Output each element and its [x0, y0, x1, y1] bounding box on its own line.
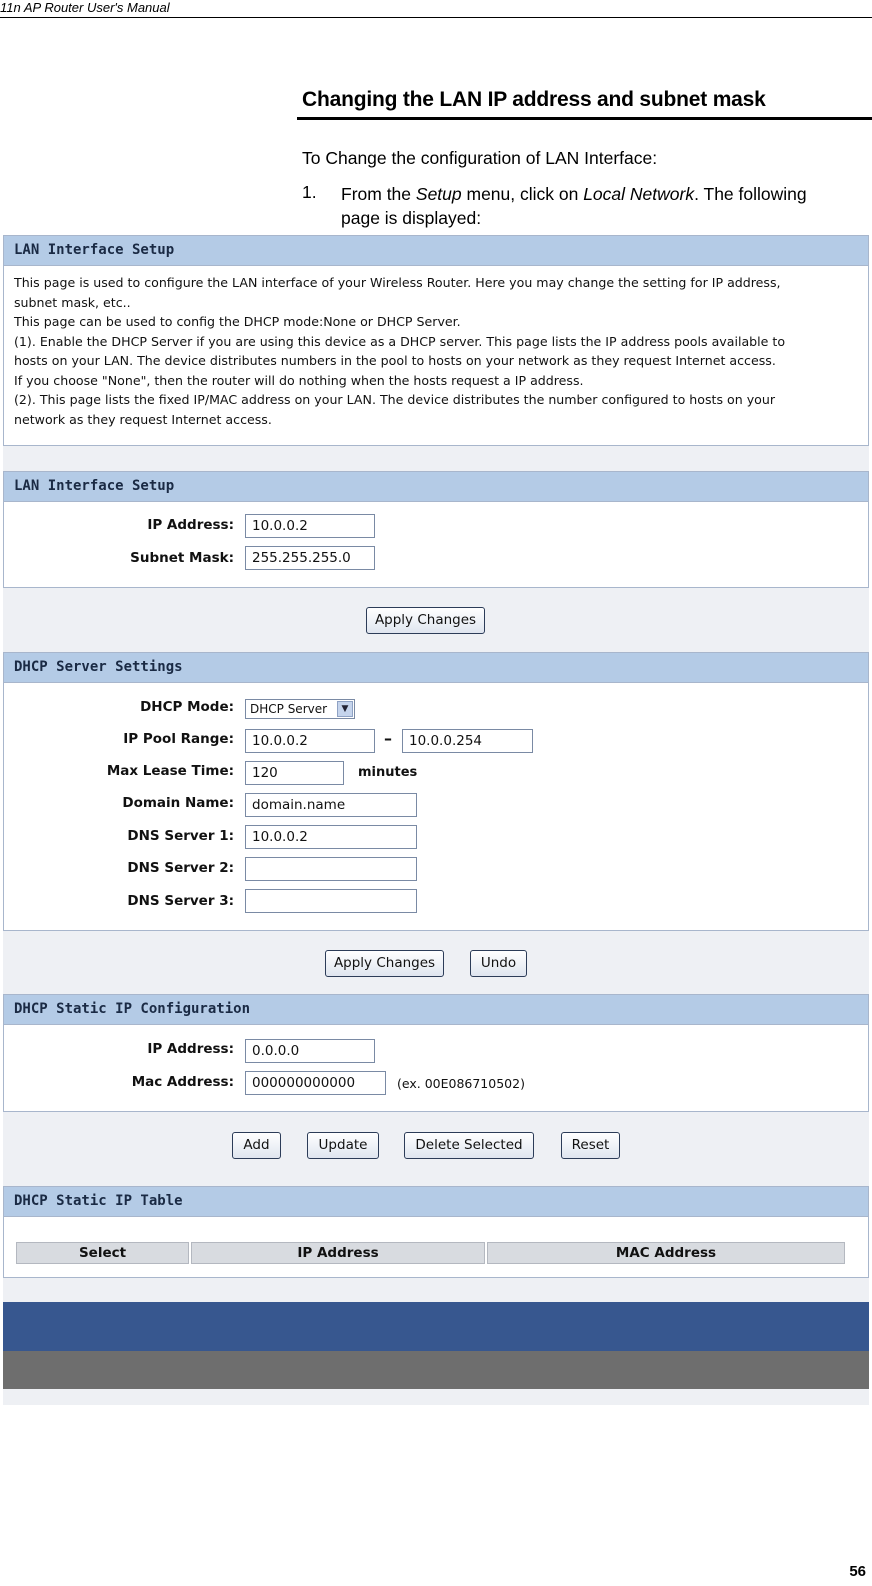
router-screenshot: [3, 235, 869, 1405]
dns-server-2-input[interactable]: [245, 857, 417, 881]
max-lease-time-input[interactable]: 120: [245, 761, 344, 785]
chevron-down-icon[interactable]: ▼: [337, 701, 353, 717]
dhcp-section-title: DHCP Server Settings: [4, 653, 868, 683]
subnet-mask-label: Subnet Mask:: [130, 550, 234, 566]
dhcp-mode-value: DHCP Server: [250, 702, 328, 716]
lan-section: [3, 471, 869, 588]
manual-title: 11n AP Router User's Manual: [0, 0, 170, 15]
heading-rule: [297, 117, 872, 120]
dhcp-apply-changes-button[interactable]: Apply Changes: [325, 950, 444, 977]
description-line: hosts on your LAN. The device distributes numbers in the pool to hosts on your network as they request Internet access.: [14, 353, 776, 368]
step-number: 1.: [302, 182, 317, 202]
dns-server-3-input[interactable]: [245, 889, 417, 913]
mac-address-input[interactable]: 000000000000: [245, 1071, 386, 1095]
add-button[interactable]: Add: [232, 1132, 281, 1159]
pool-range-separator: –: [384, 729, 392, 748]
info-section-title: LAN Interface Setup: [4, 236, 868, 266]
lease-unit-label: minutes: [358, 765, 418, 780]
intro-text: To Change the configuration of LAN Interface:: [302, 148, 658, 168]
static-section-title: DHCP Static IP Configuration: [4, 995, 868, 1025]
static-ip-input[interactable]: 0.0.0.0: [245, 1039, 375, 1063]
description-line: subnet mask, etc..: [14, 294, 131, 310]
header-rule: [0, 17, 872, 18]
column-header-mac-address: MAC Address: [487, 1242, 845, 1264]
description-line: network as they request Internet access.: [14, 411, 272, 427]
dns-server-3-label: DNS Server 3:: [127, 893, 234, 909]
menu-name-setup: Setup: [415, 184, 462, 204]
column-header-select: Select: [16, 1242, 189, 1264]
footer-bar-gray: [3, 1351, 869, 1389]
step-text-part: menu, click on: [461, 184, 584, 204]
static-ip-table-section: [3, 1186, 869, 1278]
delete-selected-button[interactable]: Delete Selected: [404, 1132, 534, 1159]
info-section: [3, 235, 869, 446]
domain-name-label: Domain Name:: [122, 795, 234, 811]
mac-address-label: Mac Address:: [131, 1074, 234, 1090]
static-ip-label: IP Address:: [147, 1041, 234, 1057]
static-ip-section: [3, 994, 869, 1112]
description-line: If you choose "None", then the router will do nothing when the hosts request a IP address.: [14, 372, 584, 388]
section-heading: Changing the LAN IP address and subnet mask: [302, 88, 766, 111]
dns-server-1-input[interactable]: 10.0.0.2: [245, 825, 417, 849]
step-text: [341, 182, 841, 230]
mac-example-hint: (ex. 00E086710502): [397, 1076, 525, 1091]
ip-address-input[interactable]: 10.0.0.2: [245, 514, 375, 538]
ip-pool-range-label: IP Pool Range:: [123, 731, 234, 747]
undo-button[interactable]: Undo: [470, 950, 527, 977]
table-section-title: DHCP Static IP Table: [4, 1187, 868, 1217]
description-line: (1). Enable the DHCP Server if you are using this device as a DHCP server. This page lists the IP address pools available to: [14, 333, 786, 349]
info-description: [4, 266, 868, 436]
ip-pool-end-input[interactable]: 10.0.0.254: [402, 729, 533, 753]
lan-apply-changes-button[interactable]: Apply Changes: [366, 607, 485, 634]
dhcp-server-section: [3, 652, 869, 931]
footer-bar-blue: [3, 1302, 869, 1351]
step-text-part: From the: [341, 184, 416, 204]
ip-address-label: IP Address:: [147, 517, 234, 533]
dns-server-2-label: DNS Server 2:: [127, 860, 234, 876]
reset-button[interactable]: Reset: [561, 1132, 620, 1159]
subnet-mask-input[interactable]: 255.255.255.0: [245, 546, 375, 570]
step-text-part: . The following page is displayed:: [341, 184, 807, 228]
update-button[interactable]: Update: [307, 1132, 379, 1159]
description-line: This page can be used to config the DHCP mode:None or DHCP Server.: [14, 314, 461, 329]
page-number: 56: [849, 1563, 866, 1580]
domain-name-input[interactable]: domain.name: [245, 793, 417, 817]
column-header-ip-address: IP Address: [191, 1242, 485, 1264]
dhcp-mode-label: DHCP Mode:: [140, 699, 234, 715]
dns-server-1-label: DNS Server 1:: [127, 828, 234, 844]
menu-item-local-network: Local Network: [583, 184, 695, 204]
description-line: (2). This page lists the fixed IP/MAC address on your LAN. The device distributes the number configured to hosts on your: [14, 392, 776, 407]
dhcp-mode-select[interactable]: [245, 699, 355, 719]
ip-pool-start-input[interactable]: 10.0.0.2: [245, 729, 375, 753]
max-lease-time-label: Max Lease Time:: [106, 763, 234, 779]
lan-section-title: LAN Interface Setup: [4, 472, 868, 502]
description-line: This page is used to configure the LAN interface of your Wireless Router. Here you may change the setting for IP address,: [14, 275, 781, 290]
